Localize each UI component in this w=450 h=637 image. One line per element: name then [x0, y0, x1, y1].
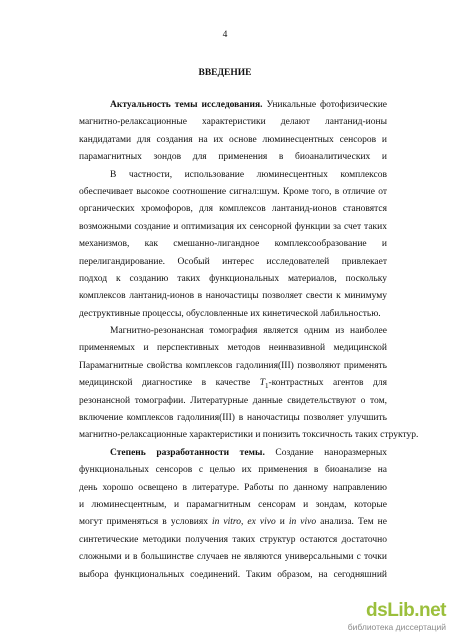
text-line	[79, 567, 387, 584]
text-span: день хорошо освещено в литературе. Работы по данному направлению	[79, 482, 387, 493]
text-span: магнитно-релаксационные характеристики делают лантанид-ионы	[79, 117, 387, 128]
text-span: кандидатами для создания на их основе люминесцентных сенсоров и	[79, 134, 387, 145]
text-span: 1	[265, 382, 269, 391]
text-line	[79, 393, 387, 410]
text-line	[79, 375, 387, 392]
text-line	[79, 149, 387, 166]
text-span: возможными создание и оптимизация их сенсорной функции за счет таких	[79, 221, 387, 232]
body-text	[79, 97, 419, 584]
text-span: Создание наноразмерных	[264, 447, 387, 458]
text-span: обеспечивает высокое соотношение сигнал:шум. Кроме того, в отличие от	[79, 186, 387, 197]
italic-text: in vitro, ex vivo	[212, 517, 276, 528]
text-line	[79, 97, 387, 114]
text-span: механизмов, как смешанно-лигандное комплексообразование и	[79, 239, 387, 250]
text-span: парамагнитных зондов для применения в биоаналитических и	[79, 152, 387, 163]
text-line	[79, 219, 387, 236]
text-line	[79, 340, 387, 357]
text-line	[79, 427, 419, 444]
text-line	[79, 132, 387, 149]
text-span: сложными и в большинстве случаев не являются универсальными с точки	[79, 552, 387, 563]
text-span: выбора функциональных соединений. Таким образом, на сегодняшний	[79, 569, 387, 580]
text-span: функциональных сенсоров с целью их применения в биоанализе на	[79, 465, 387, 476]
text-span: -контрастных агентов для	[268, 378, 387, 389]
text-line	[79, 410, 387, 427]
italic-text: T	[259, 378, 266, 389]
text-line	[79, 549, 387, 566]
text-span: включение комплексов гадолиния(III) в наночастицы позволяет улучшить	[79, 413, 387, 424]
text-span: применяемых и перспективных методов неинвазивной медицинской	[79, 343, 387, 354]
text-span: комплексов лантанид-ионов в наночастицы позволяет свести к минимуму	[79, 291, 387, 302]
text-line	[79, 236, 387, 253]
text-span: медицинской диагностике в качестве	[79, 378, 260, 389]
bold-text: Степень разработанности темы.	[110, 447, 265, 458]
text-line	[79, 323, 387, 340]
italic-text: in vivo	[288, 517, 317, 528]
text-span: подход к созданию таких функциональных материалов, поскольку	[79, 273, 387, 284]
text-span: резонансной томографии. Литературные данные свидетельствуют о том,	[79, 395, 387, 406]
text-span: магнитно-релаксационные характеристики и понизить токсичность таких структур.	[79, 430, 419, 441]
text-line	[79, 167, 387, 184]
text-line	[79, 532, 387, 549]
text-line	[79, 201, 387, 218]
text-span: Магнитно-резонансная томография является одним из наиболее	[110, 326, 387, 337]
text-line	[79, 514, 387, 531]
section-heading: ВВЕДЕНИЕ	[198, 68, 252, 78]
text-line	[79, 288, 387, 305]
text-line	[79, 271, 387, 288]
text-span: и	[275, 517, 289, 528]
text-line	[79, 306, 387, 323]
text-span: В частности, использование люминесцентных комплексов	[110, 169, 387, 180]
text-span: Уникальные фотофизические	[266, 100, 387, 110]
watermark-subtitle: библиотека диссертаций	[347, 622, 446, 632]
text-span: могут применяться в условиях	[79, 517, 212, 528]
watermark	[347, 600, 448, 634]
text-line	[79, 462, 387, 479]
text-span: органических хромофоров, для комплексов лантанид-ионов становятся	[79, 204, 387, 215]
text-span: Парамагнитные свойства комплексов гадолиния(III) позволяют применять	[79, 360, 387, 371]
text-line	[79, 480, 387, 497]
text-span: анализа. Тем не	[320, 517, 387, 528]
text-line	[79, 445, 387, 462]
text-line	[79, 114, 387, 131]
text-span: деструктивные процессы, обусловленные их кинетической лабильностью.	[79, 308, 381, 319]
text-span: перелигандирование. Особый интерес исследователей привлекает	[79, 256, 387, 267]
page-number: 4	[222, 30, 228, 40]
text-line	[79, 358, 387, 375]
text-span: синтетические методики получения таких структур остаются достаточно	[79, 534, 387, 545]
text-line	[79, 184, 387, 201]
text-span: и люминесцентным, и парамагнитным сенсорам и зондам, которые	[79, 499, 387, 510]
watermark-logo: dsLib.net	[366, 600, 446, 621]
text-line	[79, 254, 387, 271]
text-line	[79, 497, 387, 514]
bold-text: Актуальность темы исследования.	[110, 100, 263, 110]
